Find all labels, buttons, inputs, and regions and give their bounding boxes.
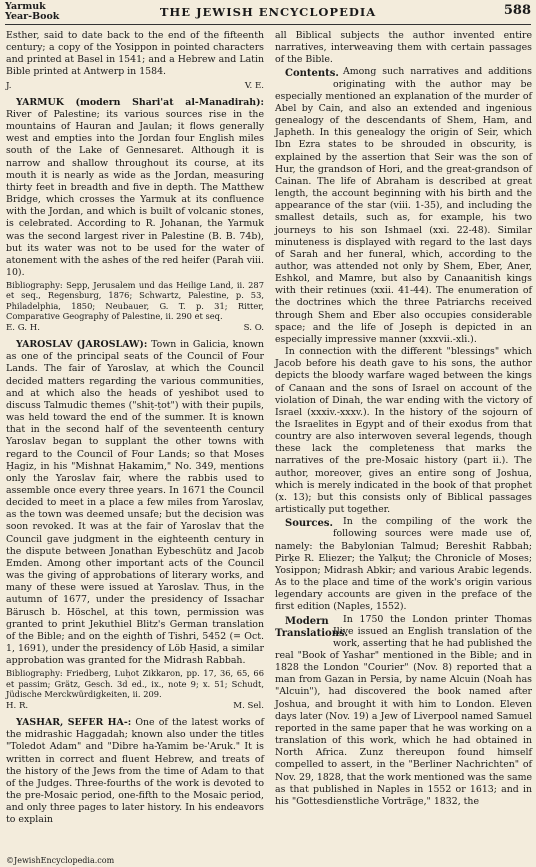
signature-initials: H. R. xyxy=(6,700,29,711)
paragraph-sources xyxy=(275,516,532,613)
sidenote-sources: Sources. xyxy=(285,518,333,530)
paragraph-blessings: In connection with the different "blessings" which Jacob before his death gave to his sons, the author depicts the bloody warfare waged between the kings of Canaan and the sons of Israel on account of the violation of Dinah, the war ending with the victory of Israel (xxxiv.-xxxv.). In the history of the sojourn of the Israelites in Egypt and of their exodus from that country are also interwoven several legends, though these lack the completeness that marks the narratives of the pre-Mosaic history (part ii.). The author, moreover, gives an entire song of Joshua, which is merely indicated in the book of that prophet (x. 13); but this consists only of Biblical passages artistically put together. xyxy=(275,346,532,516)
running-head-first: Yarmuk xyxy=(5,1,46,12)
article-body-yaroslav: Town in Galicia, known as one of the principal seats of the Council of Four Lands. The fair of Yaroslav, at which the Council decided matters regarding the various communities, and at which also the heads of yeshibot used to discuss Talmudic themes ("shiṭ-ṭot") with their pupils, was held toward the end of the summer. It is known that in the second half of the seventeenth century Yaroslav began to supplant the other towns with regard to the Council of Four Lands; so that Moses Ḥagiz, in his "Mishnat Ḥakamim," No. 349, mentions only the Yaroslav fair, where the rabbis used to assemble once every three years. In 1671 the Council decided to meet in a place a few miles from Yaroslav, as the town was deemed unsafe; but the decision was soon revoked. It was at the fair of Yaroslav that the Council gave judgment in the eighteenth century in the dispute between Jonathan Eybeschütz and Jacob Emden. Among other important acts of the Council was the giving of approbations of literary works, and many of these were issued at Yaroslav. Thus, in the autumn of 1677, under the presidency of Issachar Bärusch b. Höschel, at this town, permission was granted to print Jekuthiel Blitz's German translation of the Bible; and on the eighth of Tishri, 5452 (= Oct. 1, 1691), under the presidency of Löb Ḥasid, a similar approbation was granted for the Midrash Rabbah. xyxy=(6,339,264,667)
signature-author: S. O. xyxy=(243,322,264,333)
article-yashar xyxy=(6,717,264,826)
article-body-yashar: One of the latest works of the midrashic Haggadah; known also under the titles "Toledot Adam" and "Dibre ha-Yamim be-'Aruk." It is written in correct and fluent Hebrew, and treats of the history of the Jews from the time of Adam to that of the Judges. Three-fourths of the work is devoted to the pre-Mosaic period, one-fifth to the Mosaic period, and only three pages to later history. In his endeavors to explain xyxy=(6,717,265,826)
bibliography-yarmuk: Bibliography: Sepp, Jerusalem und das Heilige Land, ii. 287 et seq., Regensburg, 1876; Schwartz, Palestine, p. 53, Philadelphia, 1850; Neubauer, G. T. p. 31; Ritter, Comparative Geography of Palestine, ii. 290 et seq. xyxy=(6,280,264,321)
article-yaroslav xyxy=(6,339,264,667)
signature-author: M. Sel. xyxy=(233,700,264,711)
page-header xyxy=(5,0,531,24)
copyright-footer: ©JewishEncyclopedia.com xyxy=(6,856,115,865)
running-head-last: Year-Book xyxy=(5,11,60,22)
paragraph-sources-text: In the compiling of the work the following sources were made use of, namely: the Babylonian Talmud; Bereshit Rabbah; Pirḳe R. Eliezer; the Yalḳuṭ; the Chronicle of Moses; Yosippon; Midrash Abkir; and various Arabic legends. As to the place and time of the work's origin various legendary accounts are given in the preface of the first edition (Naples, 1552). xyxy=(275,516,532,613)
header-rule xyxy=(5,24,531,25)
sidenote-translations: Modern Translations. xyxy=(275,615,349,639)
continued-paragraph: all Biblical subjects the author invented entire narratives, interweaving them with certain passages of the Bible. xyxy=(275,30,532,66)
right-column xyxy=(275,30,532,808)
signature-initials: J. xyxy=(6,80,12,91)
paragraph-translations xyxy=(275,614,532,809)
signature-line xyxy=(6,700,264,712)
signature-line xyxy=(6,322,264,334)
article-yarmuk xyxy=(6,97,264,279)
paragraph-translations-text: In 1750 the London printer Thomas Ilive issued an English translation of the work, asserting that he had published the real "Book of Yashar" mentioned in the Bible; and in 1828 the London "Courier" (Nov. 8) reported that a man from Gazan in Persia, by name Alcuin (Noah has "Alcuin"), had discovered the book named after Joshua, and brought it with him to London. Eleven days later (Nov. 19) a Jew of Liverpool named Samuel reported in the same paper that he was working on a translation of this work, which he had obtained in North Africa. Zunz thereupon found himself compelled to assert, in the "Berliner Nachrichten" of Nov. 29, 1828, that the work mentioned was the same as that published in Naples in 1552 or 1613; and in his "Gottesdienstliche Vorträge," 1832, the xyxy=(275,613,533,807)
paragraph-contents-text: Among such narratives and additions originating with the author may be especially mentioned an explanation of the murder of Abel by Cain, and also an extended and ingenious genealogy of the descendants of Shem, Ham, and Japheth. In this genealogy the origin of Seir, which Ibn Ezra states to be shrouded in obscurity, is explained by the assertion that Seir was the son of Hur, the grandson of Hori, and the great-grandson of Cainan. The life of Abraham is described at great length, the account beginning with his birth and the appearance of the star (viii. 1-35), and including the smallest details, such as, for example, his two journeys to his son Ishmael (xxi. 22-48). Similar minuteness is displayed with regard to the last days of Sarah and her funeral, which, according to the author, was attended not only by Shem, Eber, Aner, Eshkol, and Mamre, but also by Canaanitish kings with their retinues (xxii. 41-44). The enumeration of the doctrines which the three Patriarchs received through Shem and Eber also occupies considerable space; and the life of Joseph is depicted in an especially impressive manner (xxxvii.-xli.). xyxy=(275,66,532,345)
bibliography-yaroslav: Bibliography: Friedberg, Luḥot Zikkaron, pp. 17, 36, 65, 66 et passim; Grätz, Gesch. 3d ed., ix., note 9; x. 51; Schudt, Jüdische Merckwürdigkeiten, ii. 209. xyxy=(6,668,264,699)
article-body-yarmuk: River of Palestine; its various sources rise in the mountains of Hauran and Jaulan; it flows generally west and empties into the Jordan four English miles south of the Lake of Gennesaret. Although it is narrow and shallow throughout its course, at its mouth it is nearly as wide as the Jordan, measuring thirty feet in breadth and five in depth. The Matthew Bridge, which crosses the Yarmuk at its confluence with the Jordan, and which is built of volcanic stones, is celebrated. According to R. Johanan, the Yarmuk was the second largest river in Palestine (B. B. 74b), but its water was not to be used for the water of atonement with the ashes of the red heifer (Parah viii. 10). xyxy=(6,108,264,278)
signature-initials: E. G. H. xyxy=(6,322,40,333)
article-heading-yashar: YASHAR, SEFER HA-: xyxy=(16,717,132,729)
continued-paragraph: Esther, said to date back to the end of the fifteenth century; a copy of the Yosippon in pointed characters and printed at Basel in 1541; and a Hebrew and Latin Bible printed at Antwerp in 1584. xyxy=(6,30,264,78)
signature-line xyxy=(6,80,264,92)
left-column xyxy=(6,30,264,826)
article-heading-yaroslav: YAROSLAV (JAROSLAW): xyxy=(16,339,148,351)
article-heading-yarmuk: YARMUK xyxy=(16,96,64,108)
publication-title: THE JEWISH ENCYCLOPEDIA xyxy=(159,5,377,19)
sidenote-contents: Contents. xyxy=(285,68,339,80)
paragraph-contents xyxy=(275,66,532,346)
article-heading-yarmuk-alt: (modern Shari'at al-Manadirah): xyxy=(63,96,264,108)
signature-author: V. E. xyxy=(244,80,264,91)
page-number: 588 xyxy=(503,3,531,18)
